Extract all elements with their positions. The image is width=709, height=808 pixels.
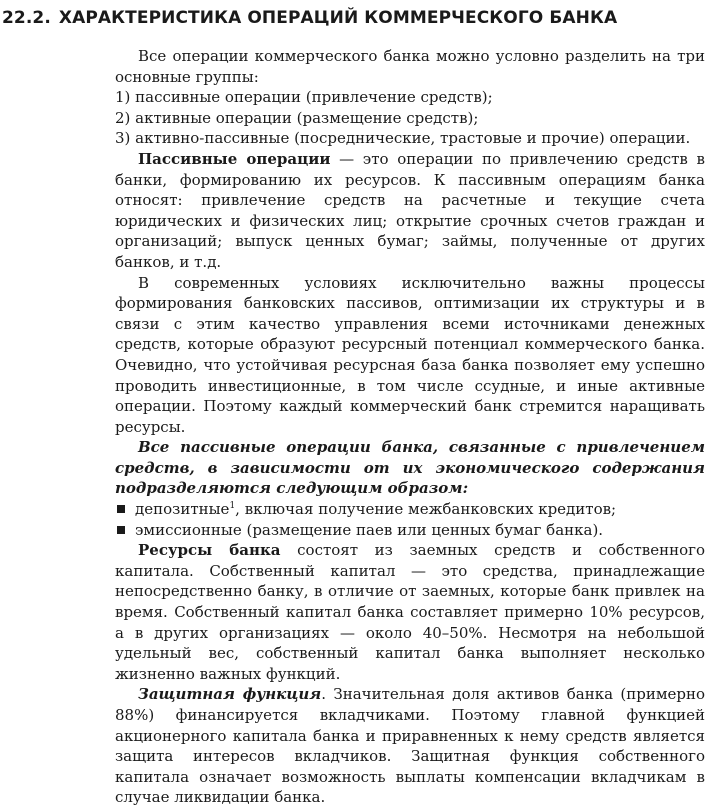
list-item-text: эмиссионные (размещение паев или ценных бумаг банка).: [135, 520, 604, 539]
bullet-square-icon: [117, 526, 125, 534]
section-heading: [2, 7, 703, 29]
passive-operations-term: Пассивные операции: [138, 149, 331, 168]
bank-resources-paragraph: [115, 540, 705, 684]
operation-group-2: 2) активные операции (размещение средств);: [115, 108, 479, 127]
section-number: 22.2.: [2, 8, 51, 28]
protective-function-text: . Значительная доля активов банка (примерно 88%) финансируется вкладчиками. Поэтому главной функцией акционерного капитала банка и приравненных к нему средств является защита интересов вкладчиков. Защитная функция собственного капитала означает возможность выплаты компенсации вкладчикам в случае ликвидации банка.: [115, 685, 706, 807]
passive-operations-paragraph: [115, 149, 705, 273]
passive-operations-text: — это операции по привлечению средств в банки, формированию их ресурсов. К пассивным операциям банка относят: привлечение средств на расчетные и текущие счета юридических и физических лиц; открытие срочных счетов граждан и организаций; выпуск ценных бумаг; займы, полученные от других банков, и т.д.: [115, 149, 705, 271]
list-item: [117, 520, 705, 541]
body-text: [115, 46, 705, 808]
operation-group-3: 3) активно-пассивные (посреднические, трастовые и прочие) операции.: [115, 129, 691, 148]
footnote-marker: 1: [229, 501, 236, 512]
modern-conditions-paragraph: В современных условиях исключительно важны процессы формирования банковских пассивов, оптимизации их структуры и в связи с этим качество управления всеми источниками денежных средств, которые образуют ресурсный потенциал коммерческого банка. Очевидно, что устойчивая ресурсная база банка позволяет ему успешно проводить инвестиционные, в том числе ссудные, и иные активные операции. Поэтому каждый коммерческий банк стремится наращивать ресурсы.: [115, 273, 705, 436]
operation-group-1: 1) пассивные операции (привлечение средств);: [115, 88, 493, 107]
section-title: ХАРАКТЕРИСТИКА ОПЕРАЦИЙ КОММЕРЧЕСКОГО БАНКА: [58, 8, 618, 28]
bank-resources-term: Ресурсы банка: [138, 541, 281, 560]
classification-paragraph: Все пассивные операции банка, связанные с привлечением средств, в зависимости от их экономического содержания подразделяются следующим образом:: [115, 438, 705, 498]
list-item-text: депозитные$^1$, включая получение межбанковских кредитов;: [135, 500, 617, 519]
bullet-square-icon: [117, 505, 125, 513]
protective-function-term: Защитная функция: [138, 685, 322, 704]
bank-resources-text: состоят из заемных средств и собственного капитала. Собственный капитал — это средства, принадлежащие непосредственно банку, в отличие от заемных, которые банк привлек на время. Собственный капитал банка составляет примерно 10% ресурсов, а в других организациях — около 40–50%. Несмотря на небольшой удельный вес, собственный капитал банка выполняет несколько жизненно важных функций.: [115, 541, 705, 683]
list-item: [117, 499, 705, 520]
protective-function-paragraph: [115, 684, 705, 808]
intro-paragraph: Все операции коммерческого банка можно условно разделить на три основные группы:: [115, 47, 705, 86]
